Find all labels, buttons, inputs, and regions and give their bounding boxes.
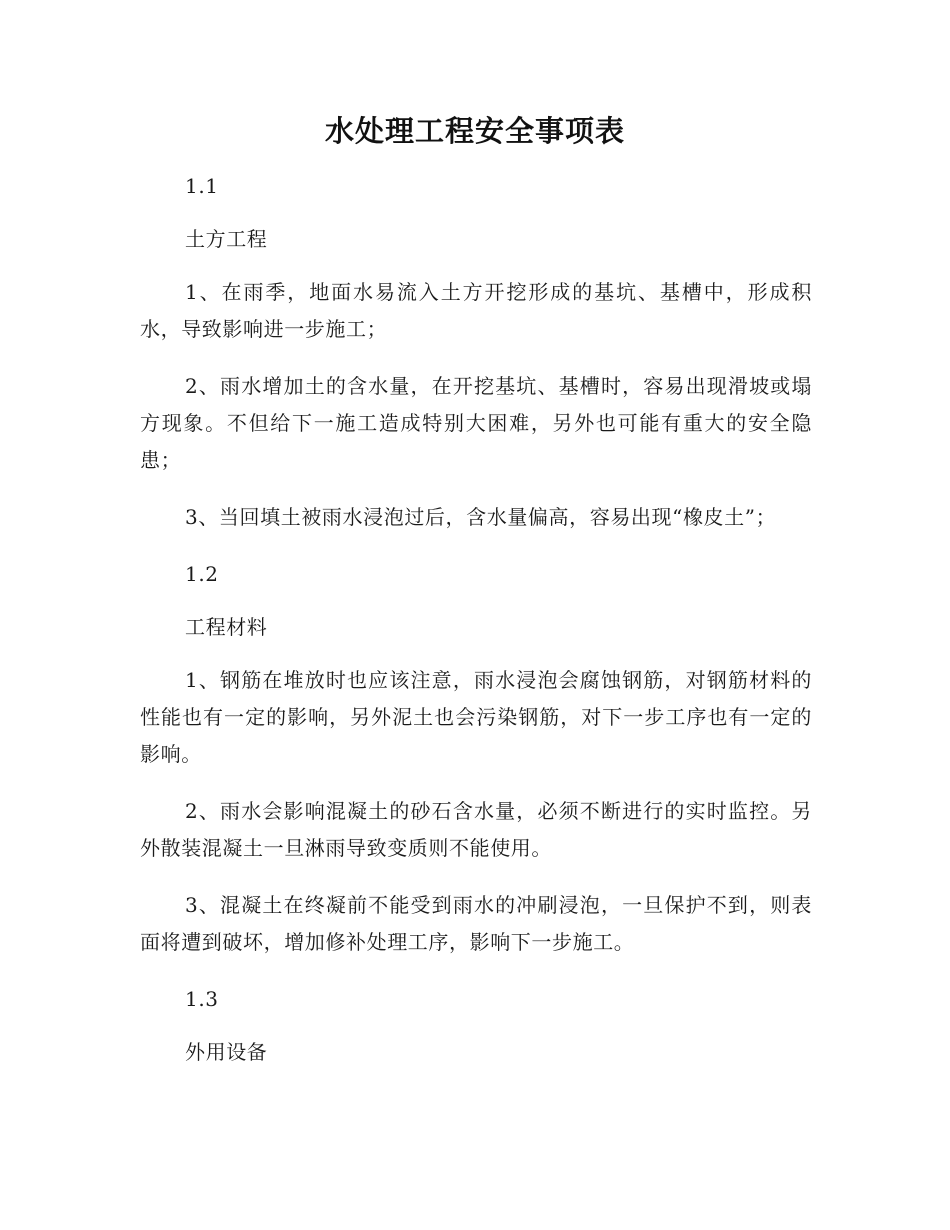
document-body	[140, 168, 812, 1087]
section-heading-earthwork: 土方工程	[185, 227, 268, 251]
paragraph-earthwork-1: 1、在雨季，地面水易流入土方开挖形成的基坑、基槽中，形成积水，导致影响进一步施工；	[140, 280, 812, 341]
section-number-1-2: 1.2	[185, 562, 219, 586]
paragraph-materials-1: 1、钢筋在堆放时也应该注意，雨水浸泡会腐蚀钢筋，对钢筋材料的性能也有一定的影响，另外泥土也会污染钢筋，对下一步工序也有一定的影响。	[140, 668, 812, 766]
section-heading-materials: 工程材料	[185, 615, 268, 639]
section-number-1-1: 1.1	[185, 174, 219, 198]
document-title: 水处理工程安全事项表	[324, 114, 625, 148]
paragraph-earthwork-2: 2、雨水增加土的含水量，在开挖基坑、基槽时，容易出现滑坡或塌方现象。不但给下一施工造成特别大困难，另外也可能有重大的安全隐患；	[140, 374, 812, 472]
paragraph-materials-3: 3、混凝土在终凝前不能受到雨水的冲刷浸泡，一旦保护不到，则表面将遭到破坏，增加修补处理工序，影响下一步施工。	[140, 893, 812, 954]
section-heading-equipment: 外用设备	[185, 1040, 268, 1064]
section-number-1-3: 1.3	[185, 987, 219, 1011]
paragraph-earthwork-3: 3、当回填土被雨水浸泡过后，含水量偏高，容易出现“橡皮土”；	[185, 505, 777, 529]
paragraph-materials-2: 2、雨水会影响混凝土的砂石含水量，必须不断进行的实时监控。另外散装混凝土一旦淋雨导致变质则不能使用。	[140, 799, 812, 860]
